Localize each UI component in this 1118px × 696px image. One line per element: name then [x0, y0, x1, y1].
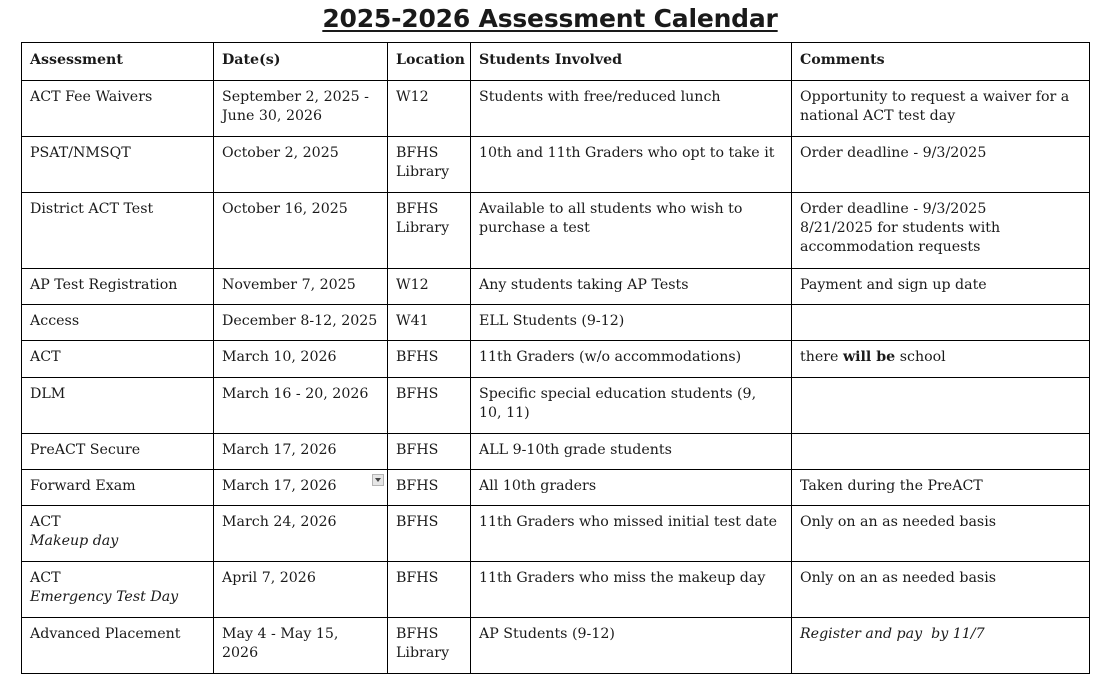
students-cell: Specific special education students (9, 10, 11)	[471, 378, 792, 434]
table-row	[22, 434, 1090, 470]
comments-cell	[792, 378, 1090, 434]
header-location: Location	[388, 43, 471, 81]
table-row	[22, 305, 1090, 341]
header-assessment: Assessment	[22, 43, 214, 81]
students-cell: Any students taking AP Tests	[471, 269, 792, 305]
table-row	[22, 506, 1090, 562]
comments-cell	[792, 305, 1090, 341]
comments-text: there	[800, 349, 843, 365]
table-row	[22, 341, 1090, 378]
date-cell: April 7, 2026	[214, 562, 388, 618]
date-cell: May 4 - May 15, 2026	[214, 618, 388, 674]
comments-cell: Only on an as needed basis	[792, 562, 1090, 618]
table-row	[22, 269, 1090, 305]
assessment-cell: ACT	[22, 341, 214, 378]
comments-line: Order deadline - 9/3/2025	[800, 201, 987, 217]
header-dates: Date(s)	[214, 43, 388, 81]
date-cell	[214, 470, 388, 506]
assessment-cell: District ACT Test	[22, 193, 214, 269]
location-cell: BFHS Library	[388, 618, 471, 674]
table-row	[22, 562, 1090, 618]
header-comments: Comments	[792, 43, 1090, 81]
assessment-name: ACT	[30, 570, 61, 586]
comments-cell	[792, 434, 1090, 470]
table-row	[22, 193, 1090, 269]
header-row	[22, 43, 1090, 81]
students-cell: ELL Students (9-12)	[471, 305, 792, 341]
comments-cell: Only on an as needed basis	[792, 506, 1090, 562]
assessment-cell: DLM	[22, 378, 214, 434]
date-cell: March 16 - 20, 2026	[214, 378, 388, 434]
assessment-cell: ACT Fee Waivers	[22, 81, 214, 137]
date-cell: October 2, 2025	[214, 137, 388, 193]
date-cell: December 8-12, 2025	[214, 305, 388, 341]
students-cell: 11th Graders who missed initial test date	[471, 506, 792, 562]
table-row	[22, 470, 1090, 506]
comments-cell: Taken during the PreACT	[792, 470, 1090, 506]
header-students: Students Involved	[471, 43, 792, 81]
location-cell: BFHS Library	[388, 193, 471, 269]
table-row	[22, 378, 1090, 434]
dropdown-arrow-icon[interactable]	[372, 474, 384, 486]
date-cell: October 16, 2025	[214, 193, 388, 269]
students-cell: Students with free/reduced lunch	[471, 81, 792, 137]
location-cell: W41	[388, 305, 471, 341]
location-cell: BFHS	[388, 341, 471, 378]
comments-emphasis: will be	[842, 349, 896, 365]
assessment-cell: PSAT/NMSQT	[22, 137, 214, 193]
page-title: 2025-2026 Assessment Calendar	[322, 4, 778, 33]
table-row	[22, 618, 1090, 674]
assessment-table	[21, 42, 1090, 674]
date-cell: March 17, 2026	[214, 434, 388, 470]
comments-cell	[792, 341, 1090, 378]
students-cell: 10th and 11th Graders who opt to take it	[471, 137, 792, 193]
students-cell: AP Students (9-12)	[471, 618, 792, 674]
location-cell: W12	[388, 81, 471, 137]
assessment-cell: PreACT Secure	[22, 434, 214, 470]
date-cell: March 24, 2026	[214, 506, 388, 562]
assessment-subtitle: Emergency Test Day	[30, 589, 179, 605]
comments-line: 8/21/2025 for students with accommodation requests	[800, 220, 1001, 255]
location-cell: BFHS	[388, 434, 471, 470]
location-cell: W12	[388, 269, 471, 305]
students-cell: ALL 9-10th grade students	[471, 434, 792, 470]
assessment-cell: AP Test Registration	[22, 269, 214, 305]
assessment-cell	[22, 562, 214, 618]
location-cell: BFHS Library	[388, 137, 471, 193]
assessment-name: ACT	[30, 514, 61, 530]
comments-cell: Order deadline - 9/3/2025	[792, 137, 1090, 193]
assessment-subtitle: Makeup day	[30, 533, 119, 549]
students-cell: 11th Graders (w/o accommodations)	[471, 341, 792, 378]
location-cell: BFHS	[388, 470, 471, 506]
assessment-cell: Access	[22, 305, 214, 341]
comments-cell: Register and pay by 11/7	[792, 618, 1090, 674]
location-cell: BFHS	[388, 378, 471, 434]
comments-cell: Opportunity to request a waiver for a national ACT test day	[792, 81, 1090, 137]
location-cell: BFHS	[388, 506, 471, 562]
date-cell: September 2, 2025 - June 30, 2026	[214, 81, 388, 137]
table-row	[22, 137, 1090, 193]
assessment-cell: Advanced Placement	[22, 618, 214, 674]
comments-text: school	[895, 349, 946, 365]
assessment-cell: Forward Exam	[22, 470, 214, 506]
assessment-cell	[22, 506, 214, 562]
students-cell: 11th Graders who miss the makeup day	[471, 562, 792, 618]
table-row	[22, 81, 1090, 137]
location-cell: BFHS	[388, 562, 471, 618]
comments-cell	[792, 193, 1090, 269]
comments-cell: Payment and sign up date	[792, 269, 1090, 305]
date-text: March 17, 2026	[222, 478, 337, 494]
date-cell: March 10, 2026	[214, 341, 388, 378]
students-cell: All 10th graders	[471, 470, 792, 506]
students-cell: Available to all students who wish to purchase a test	[471, 193, 792, 269]
date-cell: November 7, 2025	[214, 269, 388, 305]
